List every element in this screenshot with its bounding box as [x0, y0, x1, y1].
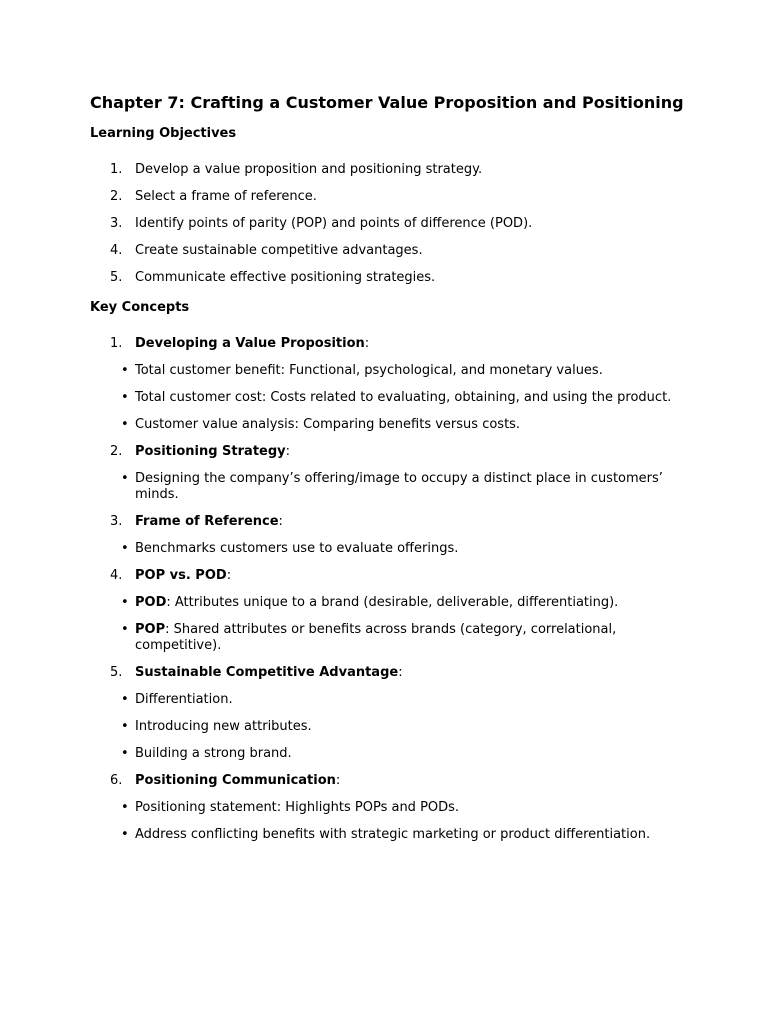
concept-bullet [121, 800, 690, 816]
bullet-icon: • [121, 417, 129, 432]
concept-bullet-list [121, 595, 690, 654]
bullet-term: POP [135, 622, 166, 637]
concept-title: Positioning Strategy [135, 444, 286, 459]
concept-title: Positioning Communication [135, 773, 336, 788]
bullet-text: Total customer benefit: Functional, psychological, and monetary values. [135, 363, 603, 378]
concept-number: 5. [110, 665, 123, 680]
concept-bullet [121, 827, 690, 843]
concept-bullet-list [121, 800, 690, 843]
bullet-icon: • [121, 541, 129, 556]
concept-colon: : [335, 773, 341, 788]
concept-bullet-list [121, 471, 690, 503]
objective-item [90, 216, 690, 232]
concept-number: 1. [110, 336, 123, 351]
objective-text: Identify points of parity (POP) and points of difference (POD). [135, 216, 533, 231]
bullet-icon: • [121, 363, 129, 378]
objective-item [90, 270, 690, 286]
concept-colon: : [364, 336, 370, 351]
objective-number: 4. [110, 243, 123, 258]
concept-bullet [121, 541, 690, 557]
document-page [90, 93, 690, 854]
objective-number: 3. [110, 216, 123, 231]
concept-number: 6. [110, 773, 123, 788]
concept-bullet [121, 390, 690, 406]
concept-title: Developing a Value Proposition [135, 336, 365, 351]
document-title: Chapter 7: Crafting a Customer Value Proposition and Positioning [90, 93, 684, 112]
concept-bullet [121, 417, 690, 433]
concept-item [90, 773, 690, 843]
objective-number: 5. [110, 270, 123, 285]
bullet-text: : Attributes unique to a brand (desirable, deliverable, differentiating). [166, 595, 619, 610]
bullet-text: Building a strong brand. [135, 746, 292, 761]
concept-colon: : [398, 665, 403, 680]
objective-number: 2. [110, 189, 123, 204]
bullet-text: Designing the company’s offering/image to occupy a distinct place in customers’ minds. [135, 471, 663, 502]
concept-colon: : [278, 514, 283, 529]
bullet-icon: • [121, 622, 129, 637]
concept-title: Frame of Reference [135, 514, 279, 529]
concept-item [90, 444, 690, 503]
objective-item [90, 189, 690, 205]
bullet-text: Positioning statement: Highlights POPs and PODs. [135, 800, 460, 815]
concept-number: 4. [110, 568, 123, 583]
bullet-text: Total customer cost: Costs related to evaluating, obtaining, and using the product. [135, 390, 672, 405]
concept-bullet [121, 719, 690, 735]
concept-item [90, 514, 690, 557]
bullet-icon: • [121, 746, 129, 761]
key-concepts-heading: Key Concepts [90, 300, 190, 315]
concept-item [90, 568, 690, 654]
concept-bullet [121, 595, 690, 611]
bullet-icon: • [121, 471, 129, 486]
concept-bullet [121, 746, 690, 762]
concept-number: 2. [110, 444, 123, 459]
bullet-text: Introducing new attributes. [135, 719, 312, 734]
bullet-text: Customer value analysis: Comparing benefits versus costs. [135, 417, 521, 432]
bullet-icon: • [121, 827, 129, 842]
concept-bullet-list [121, 363, 690, 433]
concept-bullet [121, 622, 690, 654]
concept-bullet-list [121, 692, 690, 762]
concept-bullet-list [121, 541, 690, 557]
bullet-text: Address conflicting benefits with strategic marketing or product differentiation. [135, 827, 651, 842]
objective-text: Select a frame of reference. [135, 189, 317, 204]
bullet-icon: • [121, 390, 129, 405]
concept-item [90, 665, 690, 762]
objective-item [90, 243, 690, 259]
concept-title: Sustainable Competitive Advantage [135, 665, 399, 680]
bullet-icon: • [121, 719, 129, 734]
objective-text: Communicate effective positioning strategies. [135, 270, 436, 285]
concept-colon: : [226, 568, 232, 583]
key-concepts-list [90, 336, 690, 843]
concept-bullet [121, 471, 690, 503]
concept-bullet [121, 692, 690, 708]
concept-bullet [121, 363, 690, 379]
objective-number: 1. [110, 162, 123, 177]
objective-text: Develop a value proposition and positioning strategy. [135, 162, 483, 177]
objective-item [90, 162, 690, 178]
concept-title: POP vs. POD [135, 568, 227, 583]
bullet-term: POD [135, 595, 167, 610]
bullet-icon: • [121, 800, 129, 815]
bullet-text: Differentiation. [135, 692, 233, 707]
bullet-icon: • [121, 692, 129, 707]
concept-item [90, 336, 690, 433]
bullet-icon: • [121, 595, 129, 610]
concept-colon: : [285, 444, 291, 459]
bullet-text: : Shared attributes or benefits across brands (category, correlational, competitive). [135, 622, 617, 653]
concept-number: 3. [110, 514, 123, 529]
objective-text: Create sustainable competitive advantages. [135, 243, 423, 258]
learning-objectives-list [90, 162, 690, 286]
bullet-text: Benchmarks customers use to evaluate offerings. [135, 541, 459, 556]
learning-objectives-heading: Learning Objectives [90, 126, 237, 141]
